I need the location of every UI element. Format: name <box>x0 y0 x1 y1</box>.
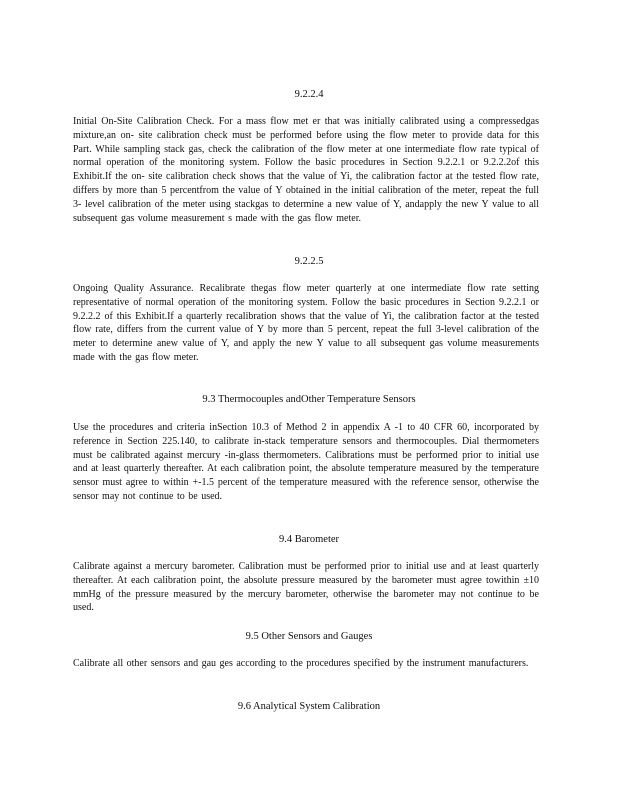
section-heading-9-2-2-5: 9.2.2.5 <box>294 256 324 267</box>
section-body-9-2-2-4: Initial On-Site Calibration Check. For a mass flow met er that was initially calibrated using a compressedgas mixture,an on- site calibration check must be performed before using the flow meter to provide data for this Part. While sampling stack gas, check the calibration of the flow meter at one intermediate flow rate typical of normal operation of the monitoring system. Follow the basic procedures in Section 9.2.2.1 or 9.2.2.2of this Exhibit.If the on- site calibration check shows that the value of Yi, the calibration factor at the tested flow rate, differs by more than 5 percentfrom the value of Y obtained in the initial calibration of the meter, repeat the full 3- level calibration of the meter using stackgas to determine a new value of Y, andapply the new Y value to all subsequent gas volume measurement s made with the gas flow meter. <box>73 116 539 224</box>
section-heading-9-5: 9.5 Other Sensors and Gauges <box>245 631 373 642</box>
section-heading-9-2-2-4: 9.2.2.4 <box>294 89 324 100</box>
section-heading-9-4: 9.4 Barometer <box>278 534 340 545</box>
section-body-9-3: Use the procedures and criteria inSection 10.3 of Method 2 in appendix A -1 to 40 CFR 60, incorporated by reference in Section 225.140, to calibrate in-stack temperature sensors and thermocouples. Dial thermometers must be calibrated against mercury -in-glass thermometers. Calibrations must be performed prior to initial use and at least quarterly thereafter. At each calibration point, the absolute temperature measured by the temperature sensor must agree to within +-1.5 percent of the temperature measured with the reference sensor, otherwise the sensor may not continue to be used. <box>73 422 539 502</box>
section-heading-9-3: 9.3 Thermocouples andOther Temperature Sensors <box>202 394 416 405</box>
section-body-9-4: Calibrate against a mercury barometer. Calibration must be performed prior to initial use and at least quarterly thereafter. At each calibration point, the absolute pressure measured by the barometer must agree towithin ±10 mmHg of the pressure measured by the mercury barometer, otherwise the barometer may not continue to be used. <box>73 561 539 614</box>
section-body-9-2-2-5: Ongoing Quality Assurance. Recalibrate thegas flow meter quarterly at one intermediate flow rate setting representative of normal operation of the monitoring system. Follow the basic procedures in Section 9.2.2.1 or 9.2.2.2 of this Exhibit.If a quarterly recalibration shows that the value of Yi, the calibration factor at the tested flow rate, differs from the current value of Y by more than 5 percent, repeat the full 3-level calibration of the meter to determine anew value of Y, and apply the new Y value to all subsequent gas volume measurements made with the gas flow meter. <box>73 283 539 363</box>
section-body-9-5: Calibrate all other sensors and gau ges according to the procedures specified by the instrument manufacturers. <box>73 658 529 669</box>
section-heading-9-6: 9.6 Analytical System Calibration <box>237 701 381 712</box>
